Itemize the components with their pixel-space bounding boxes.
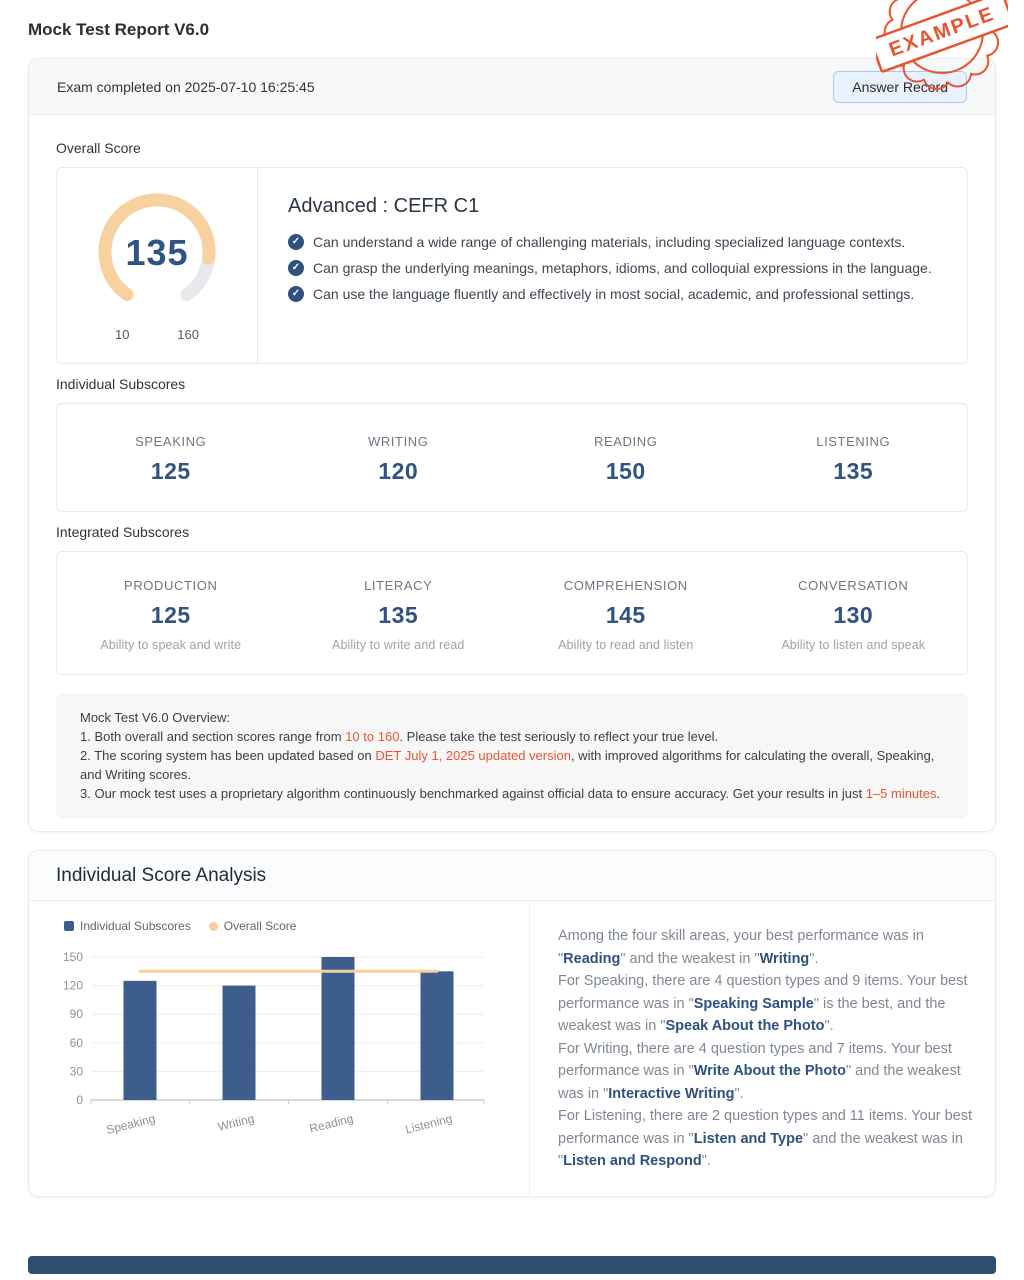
legend-square-marker [64,921,74,931]
analysis-card [28,850,996,1197]
check-icon: ✓ [288,234,304,250]
level-description [288,285,955,303]
overview-notes-title: Mock Test V6.0 Overview: [80,710,231,725]
bar-chart [56,937,526,1149]
subscore-label: LISTENING [816,434,891,449]
gauge-min-label: 10 [115,326,130,342]
subscore-label: LITERACY [364,578,433,593]
subscore-description: Ability to listen and speak [781,638,926,652]
score-gauge [57,168,258,363]
subscore-label: SPEAKING [135,434,207,449]
example-stamp-icon [876,0,1008,98]
chart-legend [64,919,529,933]
svg-text:Writing: Writing [216,1111,256,1134]
integrated-subscore-column [512,552,740,674]
level-panel [258,168,967,363]
analysis-paragraph-line: Among the four skill areas, your best performance was in "Reading" and the weakest in "Writing". [558,928,924,967]
analysis-paragraph-line: For Listening, there are 2 question types and 11 items. Your best performance was in "Listen and Type" and the weakest was in "Listen and Respond". [558,1108,973,1169]
legend-item [64,919,191,933]
svg-text:120: 120 [62,978,83,993]
subscore-label: COMPREHENSION [563,578,688,593]
analysis-title: Individual Score Analysis [56,864,267,886]
integrated-subscore-column [740,552,968,674]
individual-subscores-panel [56,403,968,512]
integrated-subscores-title: Integrated Subscores [56,524,190,540]
analysis-header [29,851,995,901]
overview-notes [56,693,968,819]
subscore-value: 130 [833,602,874,628]
note-line: 1. Both overall and section scores range from 10 to 160. Please take the test seriously to reflect your true level. [80,729,719,744]
analysis-body [29,901,995,1196]
level-descriptions [288,233,955,303]
level-description-text: Can use the language fluently and effectively in most social, academic, and professional settings. [313,286,915,302]
level-description [288,259,955,277]
subscore-label: CONVERSATION [798,578,909,593]
analysis-paragraph-line: For Writing, there are 4 question types and 7 items. Your best performance was in "Write About the Photo" and the weakest was in "Interactive Writing". [558,1040,961,1102]
subscore-value: 135 [833,458,874,484]
overall-score-title: Overall Score [56,140,141,156]
svg-text:150: 150 [62,950,83,964]
subscore-value: 135 [378,602,419,628]
svg-text:Speaking: Speaking [104,1111,157,1138]
subscore-value: 125 [150,458,191,484]
svg-text:90: 90 [69,1007,83,1022]
exam-status-bar [29,59,995,115]
legend-item [209,919,297,933]
svg-text:Reading: Reading [307,1111,355,1136]
report-card-body [29,115,995,831]
svg-text:Listening: Listening [403,1111,454,1137]
note-line: 2. The scoring system has been updated based on DET July 1, 2025 updated version, with improved algorithms for calculating the overall, Speaking, and Writing scores. [80,748,935,782]
subscore-description: Ability to write and read [332,638,465,652]
level-title: Advanced : CEFR C1 [288,195,480,217]
svg-text:0: 0 [76,1093,83,1107]
score-chart [29,901,529,1196]
overall-score-panel [56,167,968,364]
page-title: Mock Test Report V6.0 [28,20,210,39]
check-icon: ✓ [288,260,304,276]
integrated-subscore-column [57,552,285,674]
individual-subscores-title: Individual Subscores [56,376,186,392]
integrated-subscore-column [285,552,513,674]
svg-text:EXAMPLE: EXAMPLE [886,2,998,62]
level-description [288,233,955,251]
check-icon: ✓ [288,286,304,302]
exam-completed-text: Exam completed on 2025-07-10 16:25:45 [57,78,315,95]
overview-notes-lines [80,727,944,803]
gauge-max-label: 160 [177,326,199,342]
note-line: 3. Our mock test uses a proprietary algorithm continuously benchmarked against official data to ensure accuracy. Get your results in just 1–5 minutes. [80,786,941,801]
level-description-text: Can grasp the underlying meanings, metaphors, idioms, and colloquial expressions in the language. [313,260,932,276]
legend-label: Individual Subscores [80,919,191,933]
analysis-paragraph-line: For Speaking, there are 4 question types and 9 items. Your best performance was in "Speaking Sample" is the best, and the weakest was in "Speak About the Photo". [558,973,968,1034]
gauge-range [91,327,223,342]
subscore-description: Ability to read and listen [558,638,694,652]
level-description-text: Can understand a wide range of challenging materials, including specialized language contexts. [313,234,906,250]
subscore-value: 125 [150,602,191,628]
subscore-value: 150 [605,458,646,484]
subscore-description: Ability to speak and write [100,638,242,652]
report-card [28,58,996,832]
individual-subscore-column [512,404,740,511]
individual-subscore-column [740,404,968,511]
answer-record-button[interactable]: Answer Record [833,71,967,103]
subscore-label: WRITING [367,434,429,449]
integrated-subscores-panel [56,551,968,675]
subscore-value: 145 [605,602,646,628]
subscore-value: 120 [378,458,419,484]
analysis-text [529,901,995,1196]
individual-subscore-column [57,404,285,511]
subscore-label: PRODUCTION [124,578,218,593]
legend-label: Overall Score [223,919,297,933]
svg-text:60: 60 [69,1035,83,1050]
individual-subscore-column [285,404,513,511]
legend-dot-marker [209,922,218,931]
subscore-label: READING [594,434,658,449]
svg-text:30: 30 [69,1064,83,1079]
footer-bar [28,1256,996,1274]
overall-score-value: 135 [125,231,189,273]
